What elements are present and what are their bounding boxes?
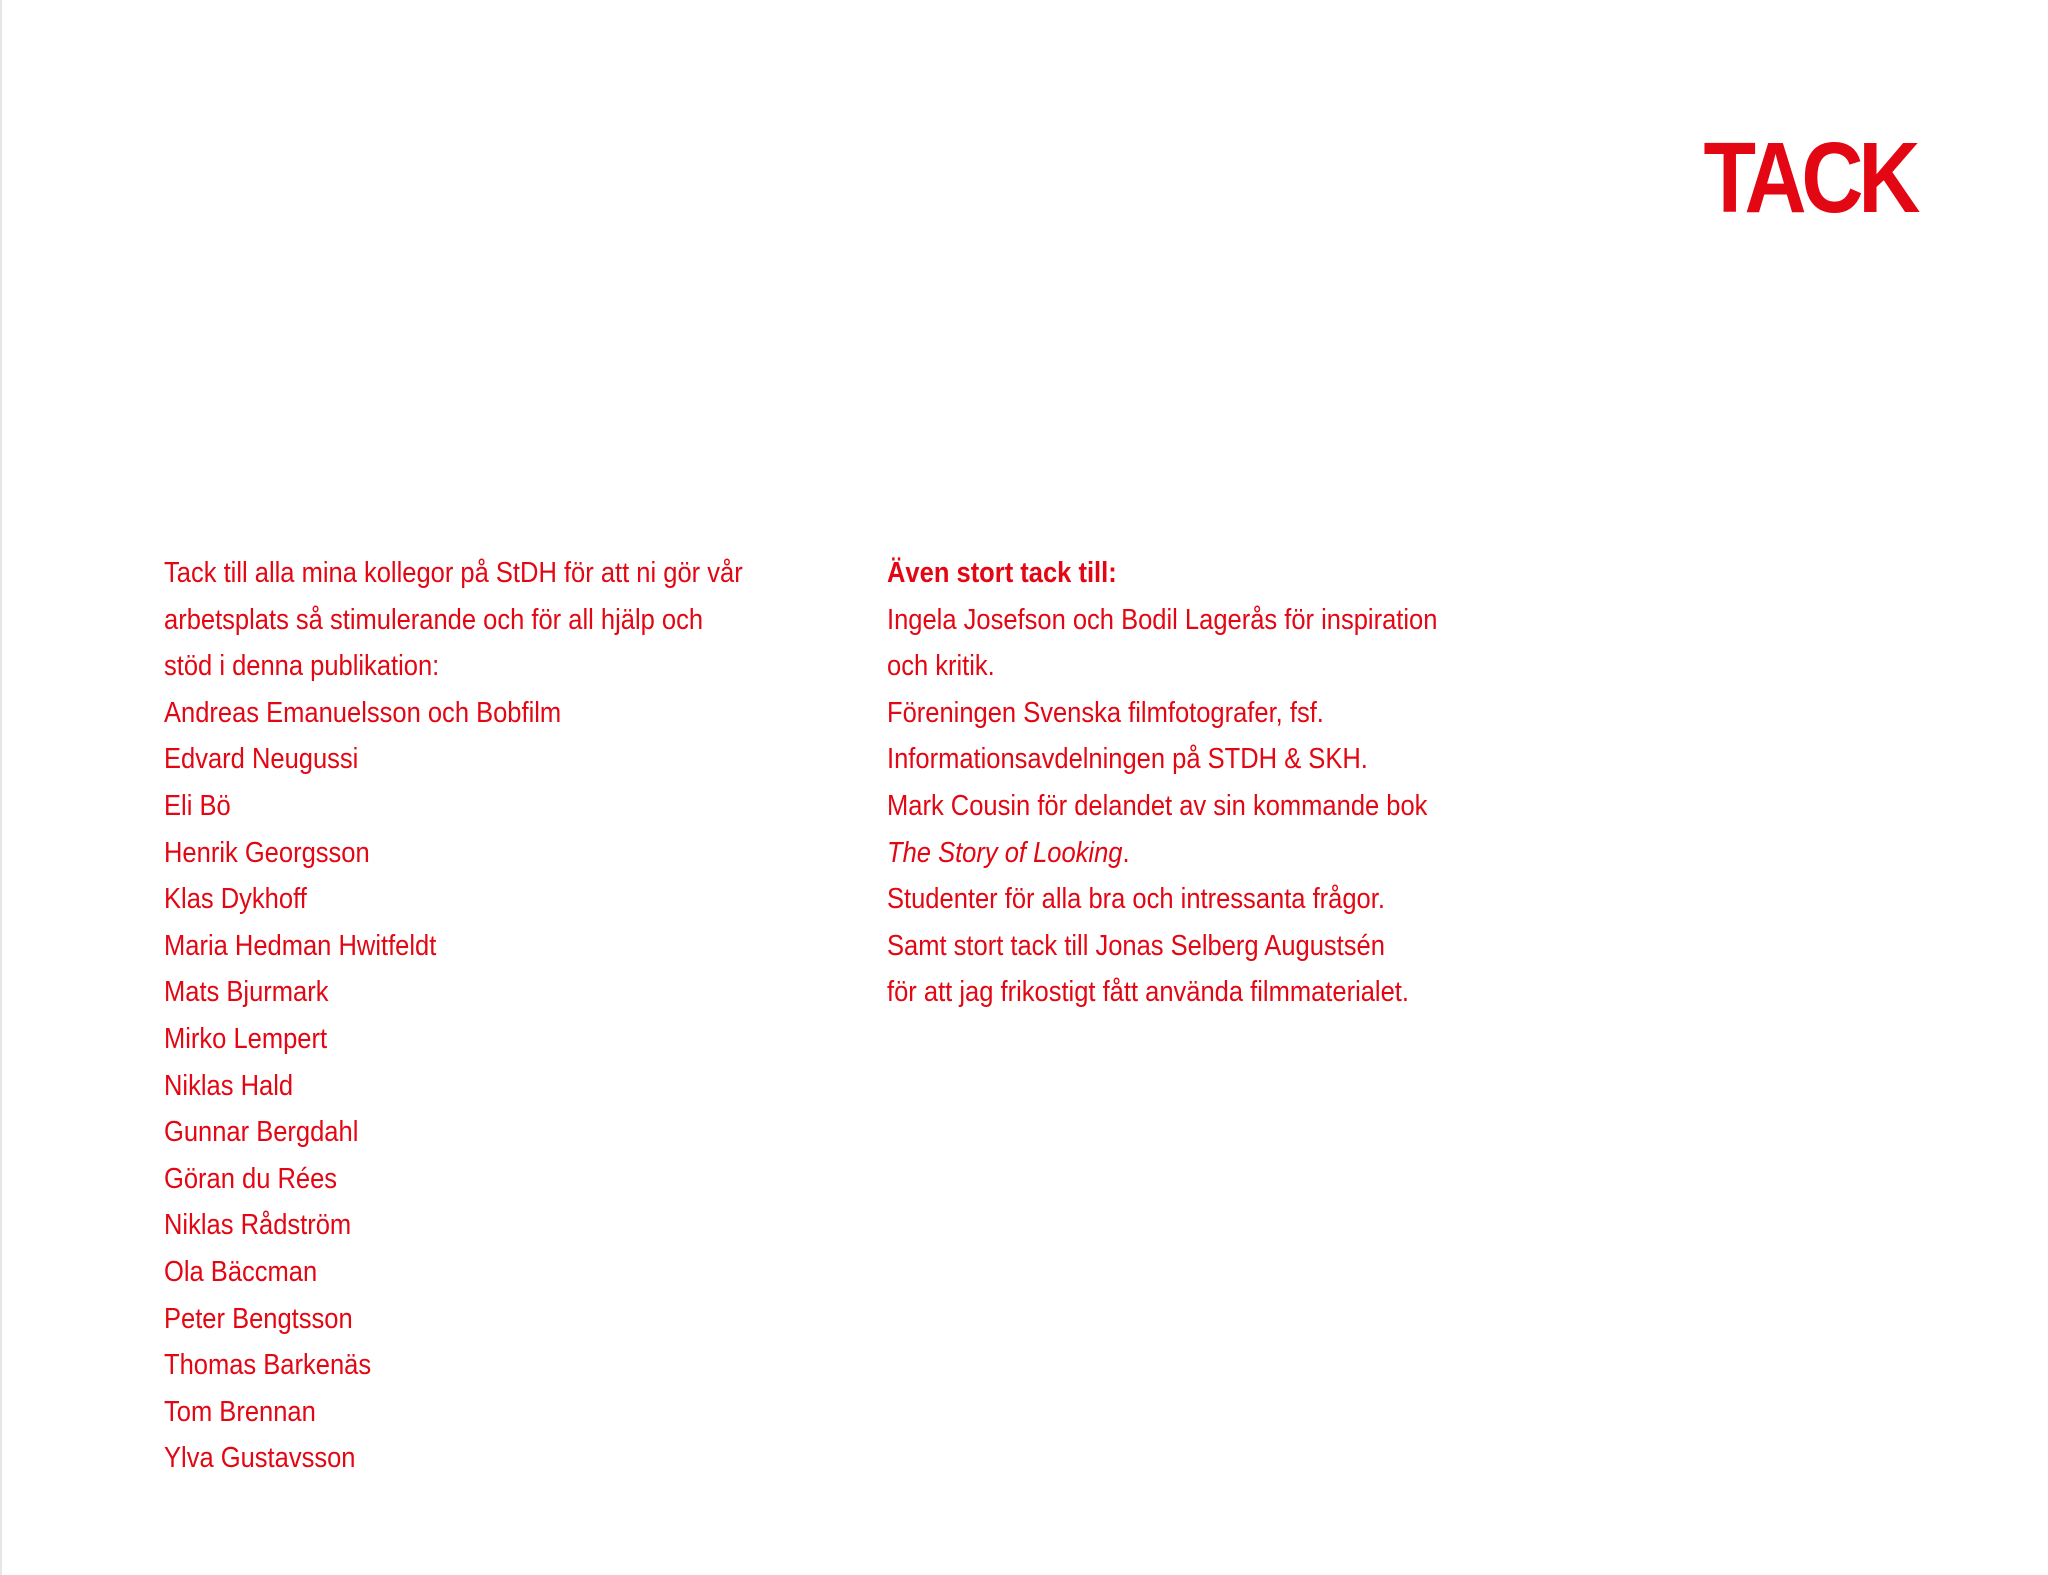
acknowledgements-right-column [887, 550, 1513, 1016]
name-list-item: Eli Bö [164, 789, 231, 822]
name-list-item: Andreas Emanuelsson och Bobfilm [164, 696, 562, 729]
page-title: TACK [1703, 122, 1915, 234]
acknowledgement-line: Mark Cousin för delandet av sin kommande bok [887, 789, 1428, 822]
name-list-item: Niklas Hald [164, 1069, 294, 1102]
intro-line: Tack till alla mina kollegor på StDH för att ni gör vår [164, 557, 743, 589]
book-title-suffix: . [1122, 836, 1130, 869]
name-list-item: Mirko Lempert [164, 1022, 328, 1055]
acknowledgement-line: Informationsavdelningen på STDH & SKH. [887, 743, 1368, 776]
book-title: The Story of Looking [887, 836, 1123, 869]
name-list-item: Klas Dykhoff [164, 883, 307, 916]
name-list-item: Maria Hedman Hwitfeldt [164, 929, 437, 962]
book-title-line [887, 830, 1437, 877]
name-list-item: Göran du Rées [164, 1162, 338, 1195]
name-list-item: Mats Bjurmark [164, 976, 329, 1009]
name-list-item: Ylva Gustavsson [164, 1442, 356, 1475]
name-list-item: Ola Bäccman [164, 1255, 318, 1288]
acknowledgement-line: Studenter för alla bra och intressanta frågor. [887, 883, 1385, 916]
name-list-item: Gunnar Bergdahl [164, 1116, 359, 1149]
acknowledgement-line: Samt stort tack till Jonas Selberg Augustsén [887, 929, 1385, 962]
acknowledgements-left-column [164, 550, 822, 1482]
name-list-item: Niklas Rådström [164, 1209, 352, 1242]
intro-line: arbetsplats så stimulerande och för all hjälp och [164, 603, 704, 636]
section-heading: Även stort tack till: [887, 557, 1117, 589]
intro-line: stöd i denna publikation: [164, 650, 440, 683]
acknowledgement-line: och kritik. [887, 650, 995, 683]
page-edge [0, 0, 2, 1575]
acknowledgement-line: Ingela Josefson och Bodil Lagerås för inspiration [887, 603, 1438, 636]
acknowledgement-line: för att jag frikostigt fått använda filmmaterialet. [887, 976, 1409, 1009]
name-list-item: Henrik Georgsson [164, 836, 370, 869]
acknowledgement-line: Föreningen Svenska filmfotografer, fsf. [887, 696, 1324, 729]
name-list-item: Thomas Barkenäs [164, 1349, 372, 1382]
name-list-item: Peter Bengtsson [164, 1302, 353, 1335]
name-list-item: Edvard Neugussi [164, 743, 359, 776]
name-list-item: Tom Brennan [164, 1395, 316, 1428]
